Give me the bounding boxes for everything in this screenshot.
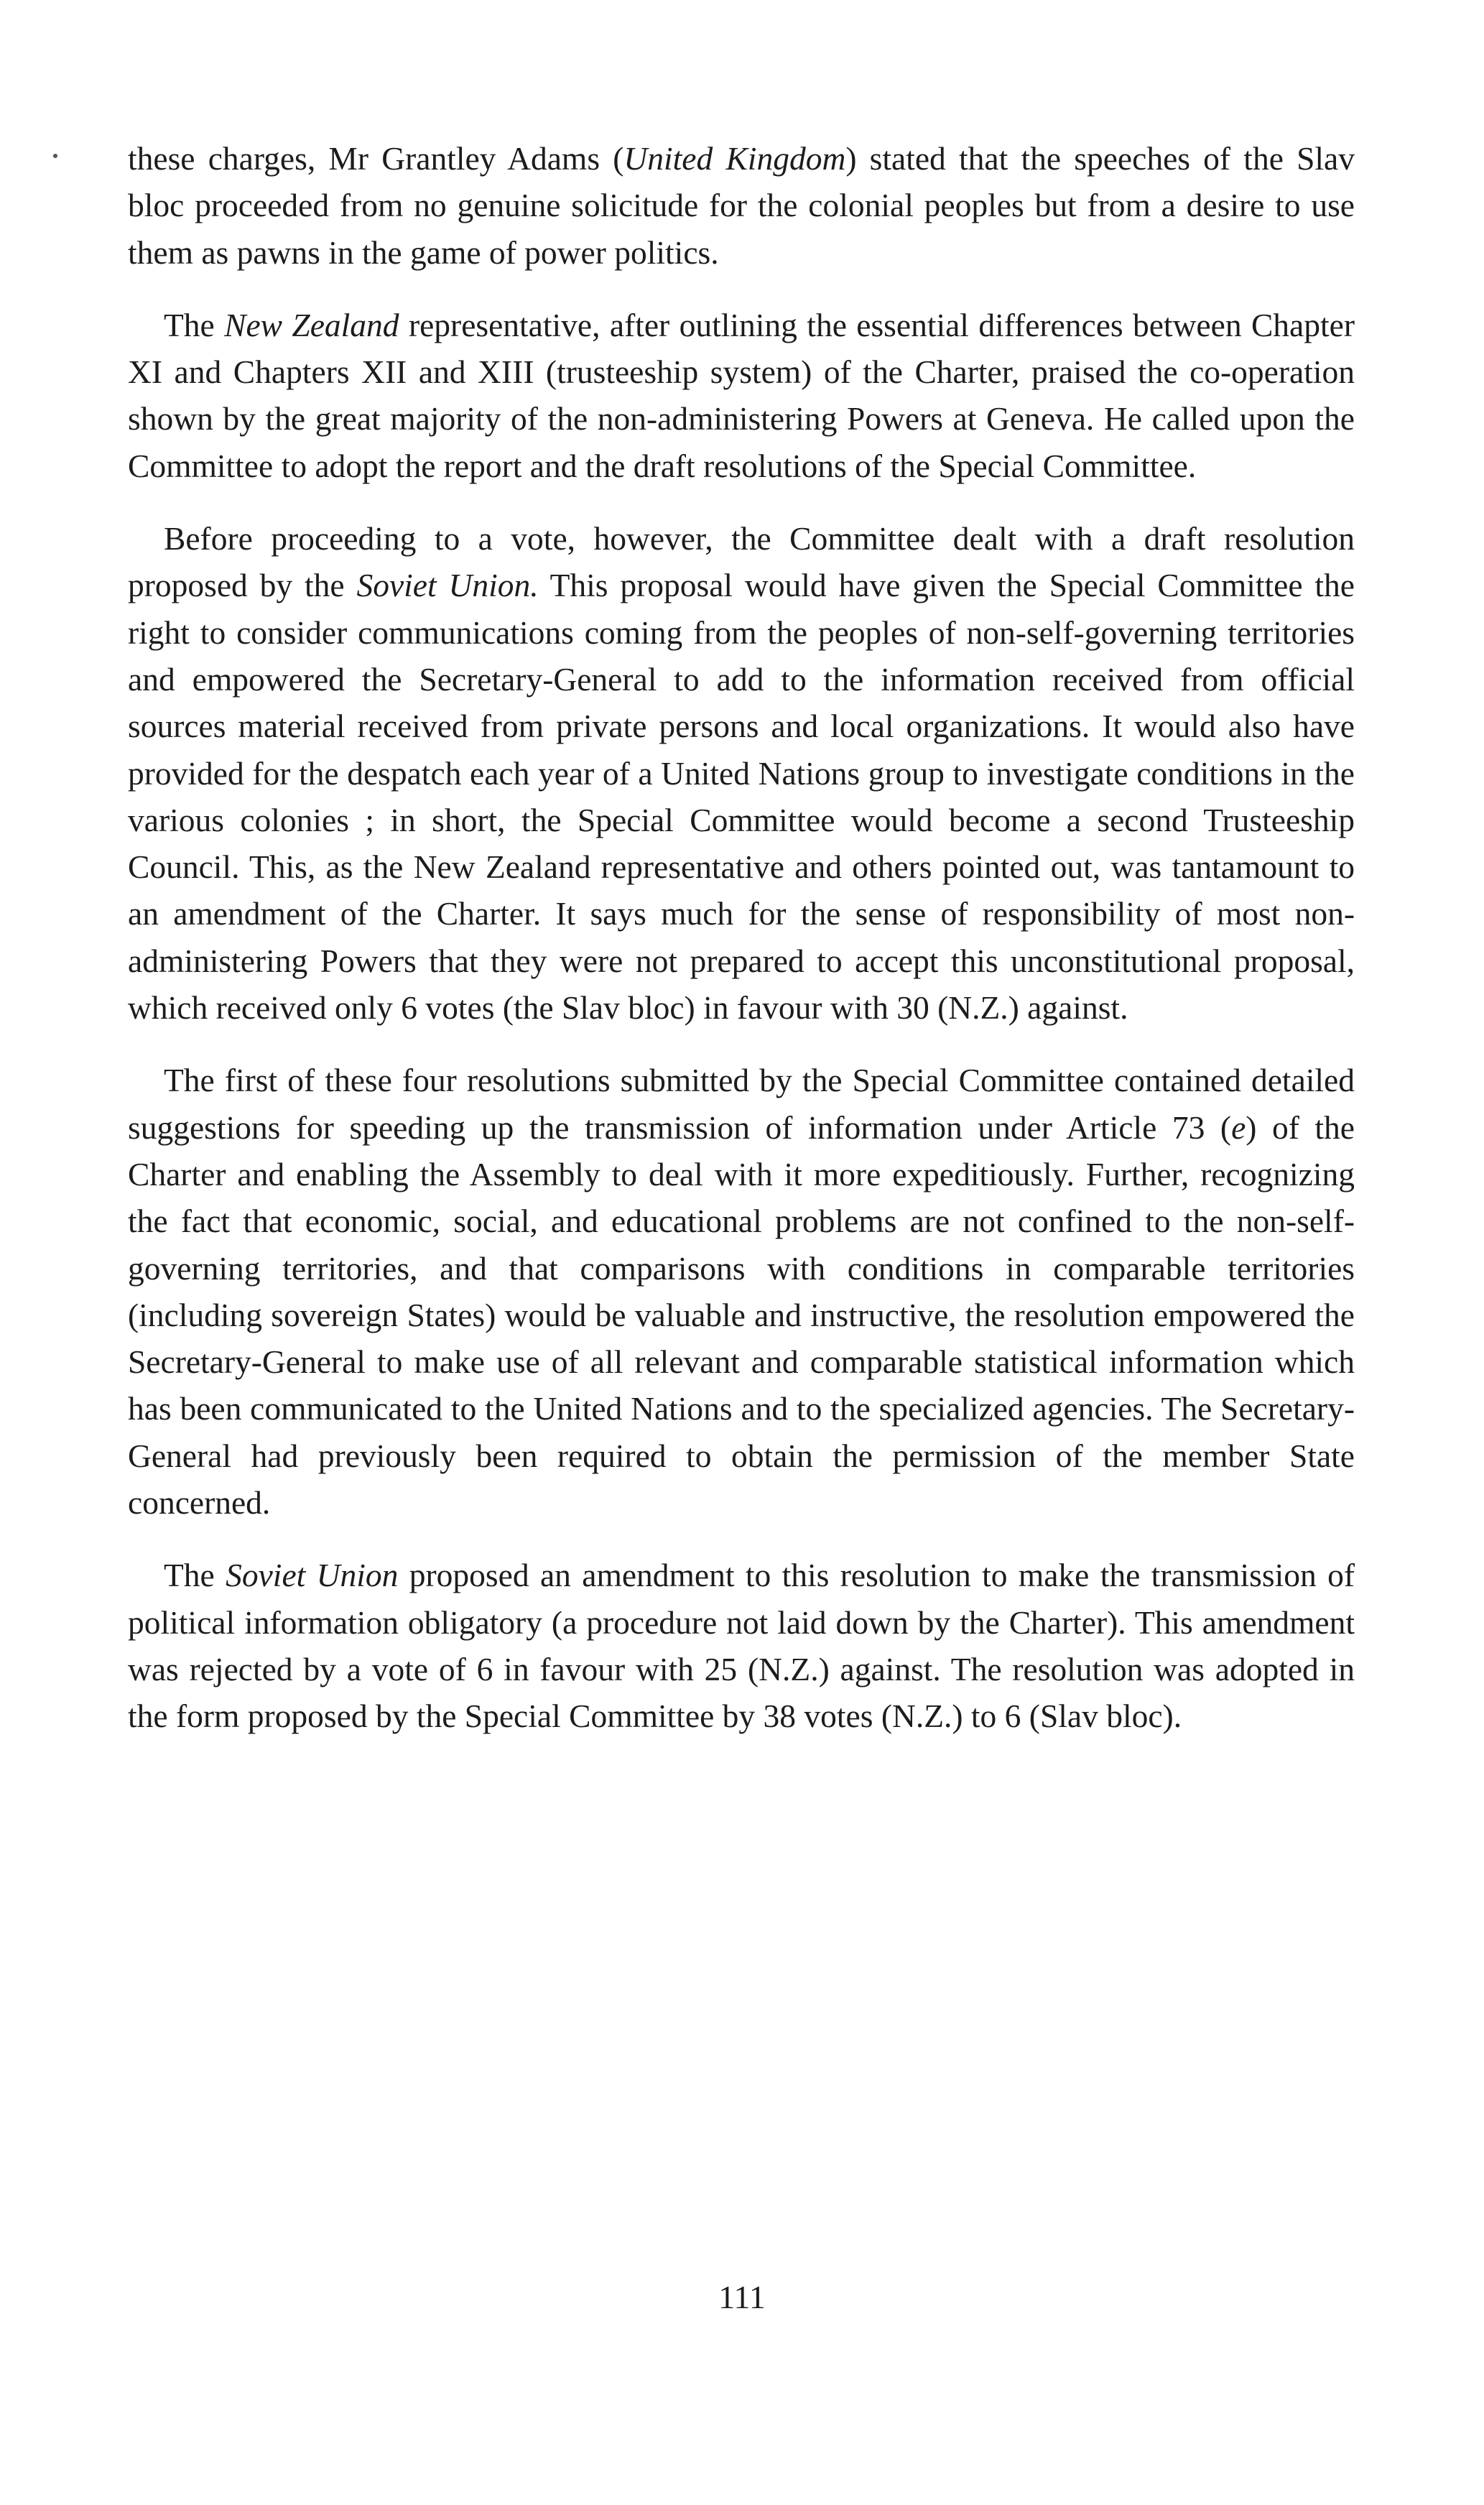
text-segment: Before proceeding to a vote, however, the Committee dealt with a draft resolution proposed by the (128, 520, 1355, 604)
page-number: 111 (718, 2279, 766, 2315)
paragraph-4 (128, 1057, 1355, 1526)
text-segment: The (164, 306, 225, 343)
paragraph-5 (128, 1552, 1355, 1739)
paragraph-1 (128, 135, 1355, 276)
text-segment: representative, after outlining the essential differences between Chapter XI and Chapters XII and XIII (trusteeship system) of the Charter, praised the co-operation shown by the great majority of the non-administering Powers at Geneva. He called upon the Committee to adopt the report and the draft resolutions of the Special Committee. (128, 306, 1355, 484)
text-segment: The (164, 1557, 226, 1594)
paragraph-3 (128, 515, 1355, 1031)
italic-segment: Soviet Union. (356, 567, 539, 604)
body-text (128, 135, 1355, 1766)
text-segment: ) of the Charter and enabling the Assembly to deal with it more expeditiously. Further, recognizing the fact that economic, social, and educational problems are not confined to the non-self-governing territories, and that comparisons with conditions in comparable territories (including sovereign States) would be valuable and instructive, the resolution empowered the Secretary-General to make use of all relevant and comparable statistical information which has been communicated to the United Nations and to the specialized agencies. The Secretary-General had previously been required to obtain the permission of the member State concerned. (128, 1108, 1355, 1522)
italic-segment: New Zealand (224, 306, 399, 343)
text-segment: proposed an amendment to this resolution to make the transmission of political information obligatory (a procedure not laid down by the Charter). This amendment was rejected by a vote of 6 in favour with 25 (N.Z.) against. The resolution was adopted in the form proposed by the Special Committee by 38 votes (N.Z.) to 6 (Slav bloc). (128, 1557, 1355, 1735)
text-segment: This proposal would have given the Special Committee the right to consider communications coming from the peoples of non-self-governing territories and empowered the Secretary-General to add to the information received from official sources material received from private persons and local organizations. It would also have provided for the despatch each year of a United Nations group to investigate conditions in the various colonies ; in short, the Special Committee would become a second Trusteeship Council. This, as the New Zealand representative and others pointed out, was tantamount to an amendment of the Charter. It says much for the sense of responsibility of most non-administering Powers that they were not prepared to accept this unconstitutional proposal, which received only 6 votes (the Slav bloc) in favour with 30 (N.Z.) against. (128, 567, 1355, 1027)
paragraph-2 (128, 302, 1355, 489)
italic-segment: e (1231, 1108, 1246, 1146)
text-segment: these charges, Mr Grantley Adams ( (128, 140, 624, 177)
margin-mark (53, 154, 57, 158)
italic-segment: United Kingdom (623, 140, 846, 177)
text-segment: ) stated that the speeches of the Slav bloc proceeded from no genuine solicitude for the colonial peoples but from a desire to use them as pawns in the game of power politics. (128, 140, 1355, 271)
text-segment: The first of these four resolutions submitted by the Special Committee contained detailed suggestions for speeding up the transmission of information under Article 73 ( (128, 1062, 1355, 1146)
italic-segment: Soviet Union (226, 1557, 399, 1594)
